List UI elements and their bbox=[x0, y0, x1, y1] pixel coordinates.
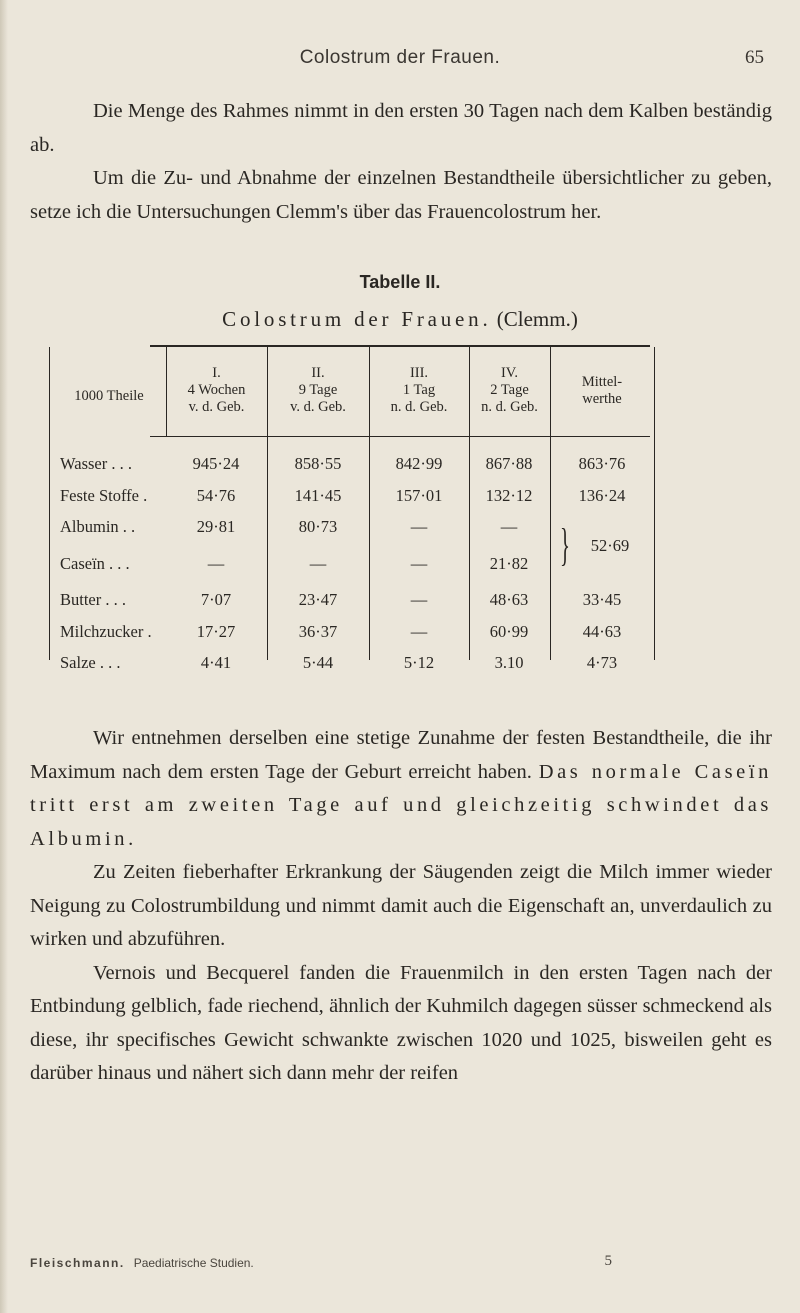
merged-mean-cell: 52·69 bbox=[590, 536, 630, 555]
paragraph: Vernois und Becquerel fanden die Frauenmilch in den ersten Tagen nach der Entbindung gelblich, fade riechend, ähnlich der Kuhmilch dagegen süsser schmeckend als diese, ihr specifisches Gewicht schwankte zwischen 1020 und 1025, bisweilen geht es darüber hinaus und nähert sich dann mehr der reifen bbox=[30, 961, 772, 1084]
header-line: 9 Tage bbox=[298, 382, 338, 398]
table-title-spaced: Colostrum der Frauen. bbox=[222, 307, 492, 331]
header-line: IV. bbox=[500, 365, 519, 381]
row-label: Albumin . . bbox=[60, 517, 136, 536]
value-cell: 23·47 bbox=[298, 590, 338, 609]
sentence: Wir entnehmen derselben eine stetige Zunahme der festen Bestandtheile, die ihr Maximum nach dem ersten Tage der Geburt erreicht haben. bbox=[30, 727, 772, 783]
value-cell: 863·76 bbox=[578, 454, 626, 473]
value-cell: 4·41 bbox=[200, 653, 232, 672]
header-line: v. d. Geb. bbox=[290, 399, 346, 415]
emphasized-sentence: Das normale Caseïn tritt erst am zweiten Tage auf und gleichzeitig schwindet das Albumin. bbox=[30, 760, 772, 850]
header-line: 2 Tage bbox=[490, 382, 529, 398]
value-cell: — bbox=[207, 554, 225, 573]
value-cell: 48·63 bbox=[489, 590, 529, 609]
header-cell bbox=[550, 374, 654, 408]
value-cell: — bbox=[410, 622, 428, 641]
value-cell: 54·76 bbox=[196, 486, 236, 505]
header-line: 1000 Theile bbox=[74, 388, 144, 404]
value-cell: 858·55 bbox=[294, 454, 342, 473]
value-cell: 5·44 bbox=[302, 653, 334, 672]
row-label: Feste Stoffe . bbox=[60, 486, 148, 505]
intro-text bbox=[30, 95, 772, 229]
paragraph: Die Menge des Rahmes nimmt in den ersten 30 Tagen nach dem Kalben beständig ab. bbox=[30, 100, 772, 156]
header-line: n. d. Geb. bbox=[481, 399, 538, 415]
footer-author: Fleischmann. bbox=[30, 1256, 125, 1270]
running-head-title: Colostrum der Frauen. bbox=[299, 47, 501, 68]
value-cell: 136·24 bbox=[578, 486, 626, 505]
table-title-source: (Clemm.) bbox=[496, 307, 578, 331]
header-line: I. bbox=[212, 365, 221, 381]
table-title bbox=[0, 307, 800, 332]
header-cell bbox=[469, 365, 550, 416]
page-spine-shadow bbox=[0, 0, 8, 1313]
value-cell: 5·12 bbox=[403, 653, 435, 672]
header-line: n. d. Geb. bbox=[390, 399, 448, 415]
row-label: Wasser . . . bbox=[60, 454, 132, 473]
page-footer bbox=[30, 1253, 772, 1271]
table-left-border bbox=[49, 347, 50, 660]
header-line: 4 Wochen bbox=[187, 382, 246, 398]
value-cell: — bbox=[410, 554, 428, 573]
table-caption: Tabelle II. bbox=[359, 272, 441, 292]
header-cell bbox=[166, 365, 267, 416]
value-cell: 3.10 bbox=[494, 653, 524, 672]
footer-series: Paediatrische Studien. bbox=[133, 1256, 254, 1270]
right-brace: } bbox=[560, 519, 570, 570]
row-label: Butter . . . bbox=[60, 590, 126, 609]
paragraph: Um die Zu- und Abnahme der einzelnen Bestandtheile übersichtlicher zu geben, setze ich die Untersuchungen Clemm's über das Frauencolostrum her. bbox=[30, 167, 772, 223]
value-cell: 867·88 bbox=[485, 454, 533, 473]
value-cell: 33·45 bbox=[582, 590, 622, 609]
header-line: werthe bbox=[582, 391, 622, 407]
body-text bbox=[30, 722, 772, 1091]
value-cell: 132·12 bbox=[485, 486, 533, 505]
value-cell: 7·07 bbox=[200, 590, 232, 609]
table-top-rule bbox=[150, 345, 650, 347]
value-cell: — bbox=[309, 554, 327, 573]
header-line: 1 Tag bbox=[402, 382, 436, 398]
page-number: 65 bbox=[745, 47, 764, 68]
value-cell: — bbox=[410, 590, 428, 609]
header-line: III. bbox=[409, 365, 429, 381]
value-cell: — bbox=[500, 517, 518, 536]
header-line: II. bbox=[311, 365, 325, 381]
value-cell: 842·99 bbox=[395, 454, 443, 473]
value-cell: 29·81 bbox=[196, 517, 236, 536]
value-cell: 945·24 bbox=[192, 454, 240, 473]
value-cell: — bbox=[410, 517, 428, 536]
header-line: Mittel- bbox=[581, 374, 623, 390]
row-label: Salze . . . bbox=[60, 653, 121, 672]
row-label: Caseïn . . . bbox=[60, 554, 130, 573]
table-header-rule bbox=[150, 436, 650, 437]
value-cell: 141·45 bbox=[294, 486, 342, 505]
value-cell: 4·73 bbox=[586, 653, 618, 672]
paragraph bbox=[30, 722, 772, 856]
header-cell bbox=[369, 365, 469, 416]
value-cell: 157·01 bbox=[395, 486, 443, 505]
table-right-border bbox=[654, 347, 655, 660]
header-line: v. d. Geb. bbox=[188, 399, 245, 415]
paragraph: Zu Zeiten fieberhafter Erkrankung der Säugenden zeigt die Milch immer wieder Neigung zu Colostrumbildung und nimmt damit auch die Eigenschaft an, unverdaulich zu wirken und abzuführen. bbox=[30, 861, 772, 950]
value-cell: 80·73 bbox=[298, 517, 338, 536]
header-cell bbox=[52, 388, 166, 405]
value-cell: 44·63 bbox=[582, 622, 622, 641]
value-cell: 17·27 bbox=[196, 622, 236, 641]
header-cell bbox=[267, 365, 369, 416]
row-label: Milchzucker . bbox=[60, 622, 152, 641]
value-cell: 36·37 bbox=[298, 622, 338, 641]
value-cell: 21·82 bbox=[489, 554, 529, 573]
signature-mark: 5 bbox=[604, 1253, 612, 1269]
value-cell: 60·99 bbox=[489, 622, 529, 641]
